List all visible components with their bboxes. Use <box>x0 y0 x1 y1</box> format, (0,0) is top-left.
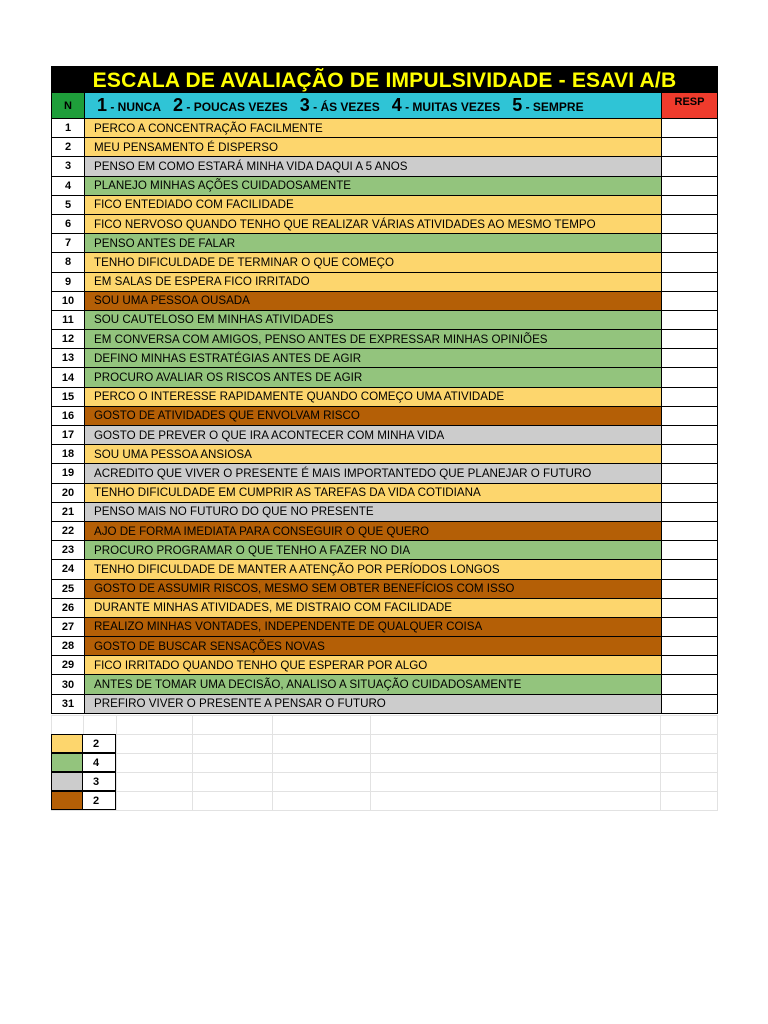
grid-line <box>370 715 371 810</box>
response-cell[interactable] <box>662 426 717 444</box>
question-text: GOSTO DE ASSUMIR RISCOS, MESMO SEM OBTER BENEFÍCIOS COM ISSO <box>85 580 662 598</box>
question-row <box>51 599 718 618</box>
question-text: EM SALAS DE ESPERA FICO IRRITADO <box>85 273 662 291</box>
response-cell[interactable] <box>662 484 717 502</box>
response-cell[interactable] <box>662 560 717 578</box>
legend-swatch <box>51 753 83 772</box>
response-cell[interactable] <box>662 522 717 540</box>
scale-num: 1 <box>97 95 108 115</box>
legend-count: 2 <box>83 734 116 753</box>
question-number: 13 <box>52 349 85 367</box>
question-number: 26 <box>52 599 85 617</box>
spreadsheet-grid-area <box>51 715 718 810</box>
question-number: 10 <box>52 292 85 310</box>
response-cell[interactable] <box>662 388 717 406</box>
question-row <box>51 368 718 387</box>
question-number: 21 <box>52 503 85 521</box>
question-text: TENHO DIFICULDADE EM CUMPRIR AS TAREFAS DA VIDA COTIDIANA <box>85 484 662 502</box>
question-text: DURANTE MINHAS ATIVIDADES, ME DISTRAIO COM FACILIDADE <box>85 599 662 617</box>
response-cell[interactable] <box>662 368 717 386</box>
question-row <box>51 618 718 637</box>
question-row <box>51 407 718 426</box>
question-row <box>51 695 718 714</box>
question-row <box>51 349 718 368</box>
question-row <box>51 580 718 599</box>
question-number: 22 <box>52 522 85 540</box>
question-text: PREFIRO VIVER O PRESENTE A PENSAR O FUTURO <box>85 695 662 713</box>
question-number: 20 <box>52 484 85 502</box>
question-text: PERCO O INTERESSE RAPIDAMENTE QUANDO COMEÇO UMA ATIVIDADE <box>85 388 662 406</box>
scale-option-2 <box>173 95 288 116</box>
question-row <box>51 541 718 560</box>
question-row <box>51 157 718 176</box>
question-text: ACREDITO QUE VIVER O PRESENTE É MAIS IMPORTANTEDO QUE PLANEJAR O FUTURO <box>85 464 662 482</box>
question-row <box>51 292 718 311</box>
question-text: PENSO ANTES DE FALAR <box>85 234 662 252</box>
scale-label: - ÁS VEZES <box>309 100 380 114</box>
legend-row <box>51 772 116 791</box>
question-number: 18 <box>52 445 85 463</box>
response-cell[interactable] <box>662 695 717 713</box>
question-number: 15 <box>52 388 85 406</box>
question-number: 30 <box>52 675 85 693</box>
response-cell[interactable] <box>662 157 717 175</box>
response-cell[interactable] <box>662 253 717 271</box>
question-text: SOU UMA PESSOA OUSADA <box>85 292 662 310</box>
response-cell[interactable] <box>662 196 717 214</box>
grid-line <box>660 715 661 810</box>
question-text: PERCO A CONCENTRAÇÃO FACILMENTE <box>85 119 662 137</box>
scale-option-3 <box>300 95 380 116</box>
legend-count: 4 <box>83 753 116 772</box>
question-text: FICO NERVOSO QUANDO TENHO QUE REALIZAR VÁRIAS ATIVIDADES AO MESMO TEMPO <box>85 215 662 233</box>
legend-swatch <box>51 791 83 810</box>
legend-swatch <box>51 734 83 753</box>
question-number: 29 <box>52 656 85 674</box>
question-number: 28 <box>52 637 85 655</box>
scale-label: - POUCAS VEZES <box>183 100 288 114</box>
question-number: 14 <box>52 368 85 386</box>
grid-line <box>192 715 193 810</box>
response-cell[interactable] <box>662 119 717 137</box>
response-cell[interactable] <box>662 618 717 636</box>
question-row <box>51 426 718 445</box>
question-number: 7 <box>52 234 85 252</box>
question-row <box>51 522 718 541</box>
grid-line <box>272 715 273 810</box>
question-row <box>51 560 718 579</box>
question-row <box>51 656 718 675</box>
question-text: GOSTO DE ATIVIDADES QUE ENVOLVAM RISCO <box>85 407 662 425</box>
question-row <box>51 484 718 503</box>
response-cell[interactable] <box>662 330 717 348</box>
question-number: 16 <box>52 407 85 425</box>
question-number: 2 <box>52 138 85 156</box>
question-text: TENHO DIFICULDADE DE MANTER A ATENÇÃO POR PERÍODOS LONGOS <box>85 560 662 578</box>
question-row <box>51 273 718 292</box>
question-row <box>51 445 718 464</box>
sheet-title: ESCALA DE AVALIAÇÃO DE IMPULSIVIDADE - ESAVI A/B <box>51 66 718 93</box>
question-text: GOSTO DE BUSCAR SENSAÇÕES NOVAS <box>85 637 662 655</box>
response-cell[interactable] <box>662 349 717 367</box>
question-row <box>51 637 718 656</box>
question-text: PROCURO AVALIAR OS RISCOS ANTES DE AGIR <box>85 368 662 386</box>
grid-line <box>717 715 718 810</box>
legend-row <box>51 753 116 772</box>
question-number: 9 <box>52 273 85 291</box>
response-cell[interactable] <box>662 541 717 559</box>
legend-row <box>51 791 116 810</box>
question-number: 25 <box>52 580 85 598</box>
question-text: EM CONVERSA COM AMIGOS, PENSO ANTES DE EXPRESSAR MINHAS OPINIÕES <box>85 330 662 348</box>
question-number: 4 <box>52 177 85 195</box>
grid-line <box>51 791 718 792</box>
response-cell[interactable] <box>662 656 717 674</box>
response-cell[interactable] <box>662 215 717 233</box>
response-cell[interactable] <box>662 580 717 598</box>
scale-option-4 <box>392 95 500 116</box>
response-cell[interactable] <box>662 311 717 329</box>
question-row <box>51 177 718 196</box>
response-cell[interactable] <box>662 292 717 310</box>
question-text: SOU CAUTELOSO EM MINHAS ATIVIDADES <box>85 311 662 329</box>
question-text: GOSTO DE PREVER O QUE IRA ACONTECER COM MINHA VIDA <box>85 426 662 444</box>
scale-label: - MUITAS VEZES <box>401 100 501 114</box>
grid-line <box>51 810 718 811</box>
question-number: 1 <box>52 119 85 137</box>
response-cell[interactable] <box>662 445 717 463</box>
grid-line <box>51 772 718 773</box>
response-cell[interactable] <box>662 273 717 291</box>
scale-num: 2 <box>173 95 184 115</box>
question-number: 3 <box>52 157 85 175</box>
question-text: ANTES DE TOMAR UMA DECISÃO, ANALISO A SITUAÇÃO CUIDADOSAMENTE <box>85 675 662 693</box>
answer-scale <box>85 93 662 118</box>
header-row <box>51 93 718 119</box>
legend-swatch <box>51 772 83 791</box>
grid-line <box>51 734 718 735</box>
question-number: 8 <box>52 253 85 271</box>
question-text: FICO IRRITADO QUANDO TENHO QUE ESPERAR POR ALGO <box>85 656 662 674</box>
question-row <box>51 253 718 272</box>
response-cell[interactable] <box>662 464 717 482</box>
question-row <box>51 330 718 349</box>
scale-option-1 <box>97 95 161 116</box>
response-cell[interactable] <box>662 675 717 693</box>
scale-label: - SEMPRE <box>522 100 584 114</box>
question-row <box>51 311 718 330</box>
question-text: MEU PENSAMENTO É DISPERSO <box>85 138 662 156</box>
question-number: 19 <box>52 464 85 482</box>
question-text: PENSO EM COMO ESTARÁ MINHA VIDA DAQUI A 5 ANOS <box>85 157 662 175</box>
legend-count: 3 <box>83 772 116 791</box>
question-number: 24 <box>52 560 85 578</box>
question-row <box>51 675 718 694</box>
grid-line <box>51 753 718 754</box>
response-cell[interactable] <box>662 138 717 156</box>
question-text: PENSO MAIS NO FUTURO DO QUE NO PRESENTE <box>85 503 662 521</box>
header-n: N <box>52 93 85 118</box>
question-text: DEFINO MINHAS ESTRATÉGIAS ANTES DE AGIR <box>85 349 662 367</box>
scale-option-5 <box>512 95 583 116</box>
question-number: 27 <box>52 618 85 636</box>
question-row <box>51 196 718 215</box>
question-row <box>51 234 718 253</box>
question-number: 6 <box>52 215 85 233</box>
question-text: PLANEJO MINHAS AÇÕES CUIDADOSAMENTE <box>85 177 662 195</box>
response-cell[interactable] <box>662 407 717 425</box>
grid-line <box>51 715 718 716</box>
response-cell[interactable] <box>662 177 717 195</box>
response-cell[interactable] <box>662 234 717 252</box>
question-row <box>51 388 718 407</box>
scale-num: 3 <box>299 95 310 115</box>
legend-count: 2 <box>83 791 116 810</box>
question-text: PROCURO PROGRAMAR O QUE TENHO A FAZER NO DIA <box>85 541 662 559</box>
response-cell[interactable] <box>662 637 717 655</box>
header-resp: RESP <box>662 93 717 118</box>
question-number: 31 <box>52 695 85 713</box>
legend-row <box>51 734 116 753</box>
question-number: 12 <box>52 330 85 348</box>
question-text: AJO DE FORMA IMEDIATA PARA CONSEGUIR O QUE QUERO <box>85 522 662 540</box>
grid-line <box>116 715 117 810</box>
question-text: FICO ENTEDIADO COM FACILIDADE <box>85 196 662 214</box>
question-text: TENHO DIFICULDADE DE TERMINAR O QUE COMEÇO <box>85 253 662 271</box>
scale-num: 5 <box>512 95 523 115</box>
question-list <box>51 119 718 714</box>
question-text: SOU UMA PESSOA ANSIOSA <box>85 445 662 463</box>
question-number: 23 <box>52 541 85 559</box>
response-cell[interactable] <box>662 599 717 617</box>
response-cell[interactable] <box>662 503 717 521</box>
question-number: 11 <box>52 311 85 329</box>
question-row <box>51 138 718 157</box>
impulsivity-scale-sheet <box>51 66 718 714</box>
question-row <box>51 119 718 138</box>
question-number: 17 <box>52 426 85 444</box>
scale-num: 4 <box>391 95 402 115</box>
question-number: 5 <box>52 196 85 214</box>
question-row <box>51 503 718 522</box>
scale-label: - NUNCA <box>107 100 162 114</box>
question-row <box>51 215 718 234</box>
question-text: REALIZO MINHAS VONTADES, INDEPENDENTE DE QUALQUER COISA <box>85 618 662 636</box>
question-row <box>51 464 718 483</box>
